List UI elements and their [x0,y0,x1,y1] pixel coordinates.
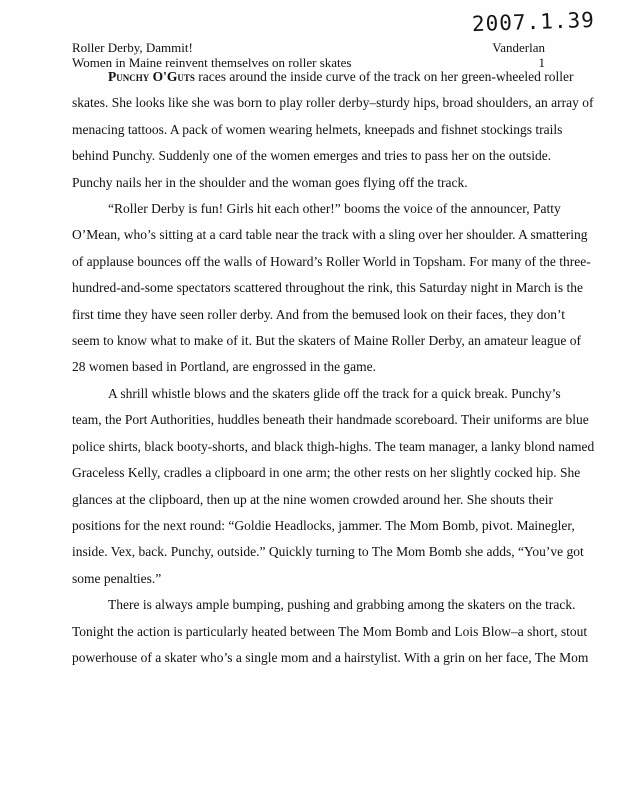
paragraph-line: There is always ample bumping, pushing and grabbing among the skaters on the track. [108,597,576,613]
paragraph-line: Tonight the action is particularly heated between The Mom Bomb and Lois Blow–a short, stout [72,623,588,639]
paragraph-line: positions for the next round: “Goldie Headlocks, jammer. The Mom Bomb, pivot. Mainegler, [72,517,575,533]
paragraph-line: O’Mean, who’s sitting at a card table near the track with a sling over her shoulder. A smattering [72,227,588,243]
paragraph-line: first time they have seen roller derby. And from the bemused look on their faces, they don’t [72,306,565,322]
paragraph-line: police shirts, black booty-shorts, and black thigh-highs. The team manager, a lanky blond named [72,438,595,454]
paragraph-2 [72,196,591,381]
paragraph-line: A shrill whistle blows and the skaters glide off the track for a quick break. Punchy’s [108,385,561,401]
article-body [72,64,595,671]
header-subtitle: Women in Maine reinvent themselves on roller skates [72,55,352,70]
paragraph-line: “Roller Derby is fun! Girls hit each other!” booms the voice of the announcer, Patty [108,201,561,217]
paragraph-line: menacing tattoos. A pack of women wearing helmets, kneepads and fishnet stockings trails [72,121,563,137]
paragraph-line: skates. She looks like she was born to play roller derby–sturdy hips, broad shoulders, an array of [72,95,594,111]
paragraph-3 [72,381,595,592]
header-page-number: 1 [538,55,545,70]
paragraph-line: hundred-and-some spectators scattered throughout the rink, this Saturday night in March is the [72,280,584,296]
paragraph-4 [72,592,589,671]
paragraph-line: Punchy nails her in the shoulder and the woman goes flying off the track. [72,174,468,190]
header-title: Roller Derby, Dammit! [72,40,193,55]
paragraph-line: powerhouse of a skater who’s a single mom and a hairstylist. With a grin on her face, The Mom [72,649,589,665]
paragraph-line: team, the Port Authorities, huddles beneath their handmade scoreboard. Their uniforms are blue [72,412,589,428]
paragraph-line: inside. Vex, back. Punchy, outside.” Quickly turning to The Mom Bomb she adds, “You’ve got [72,544,584,560]
paragraph-line: Punchy O'Guts races around the inside curve of the track on her green-wheeled roller [108,69,574,84]
paragraph-line: seem to know what to make of it. But the skaters of Maine Roller Derby, an amateur league of [72,333,581,349]
paragraph-line: some penalties.” [72,570,162,586]
paragraph-line: 28 women based in Portland, are engrossed in the game. [72,359,377,375]
paragraph-line: Graceless Kelly, cradles a clipboard in one arm; the other rests on her slightly cocked hip. She [72,465,581,481]
paragraph-1 [72,64,594,196]
header-author: Vanderlan [492,40,545,55]
paragraph-line: of applause bounces off the walls of Howard’s Roller World in Topsham. For many of the three- [72,253,591,269]
paragraph-line: behind Punchy. Suddenly one of the women emerges and tries to pass her on the outside. [72,148,552,164]
handwritten-accession-note: 2007.1.39 [471,7,596,37]
paragraph-line: glances at the clipboard, then up at the nine women crowded around her. She shouts their [72,491,553,507]
lead-in-name: Punchy O'Guts [108,69,195,84]
